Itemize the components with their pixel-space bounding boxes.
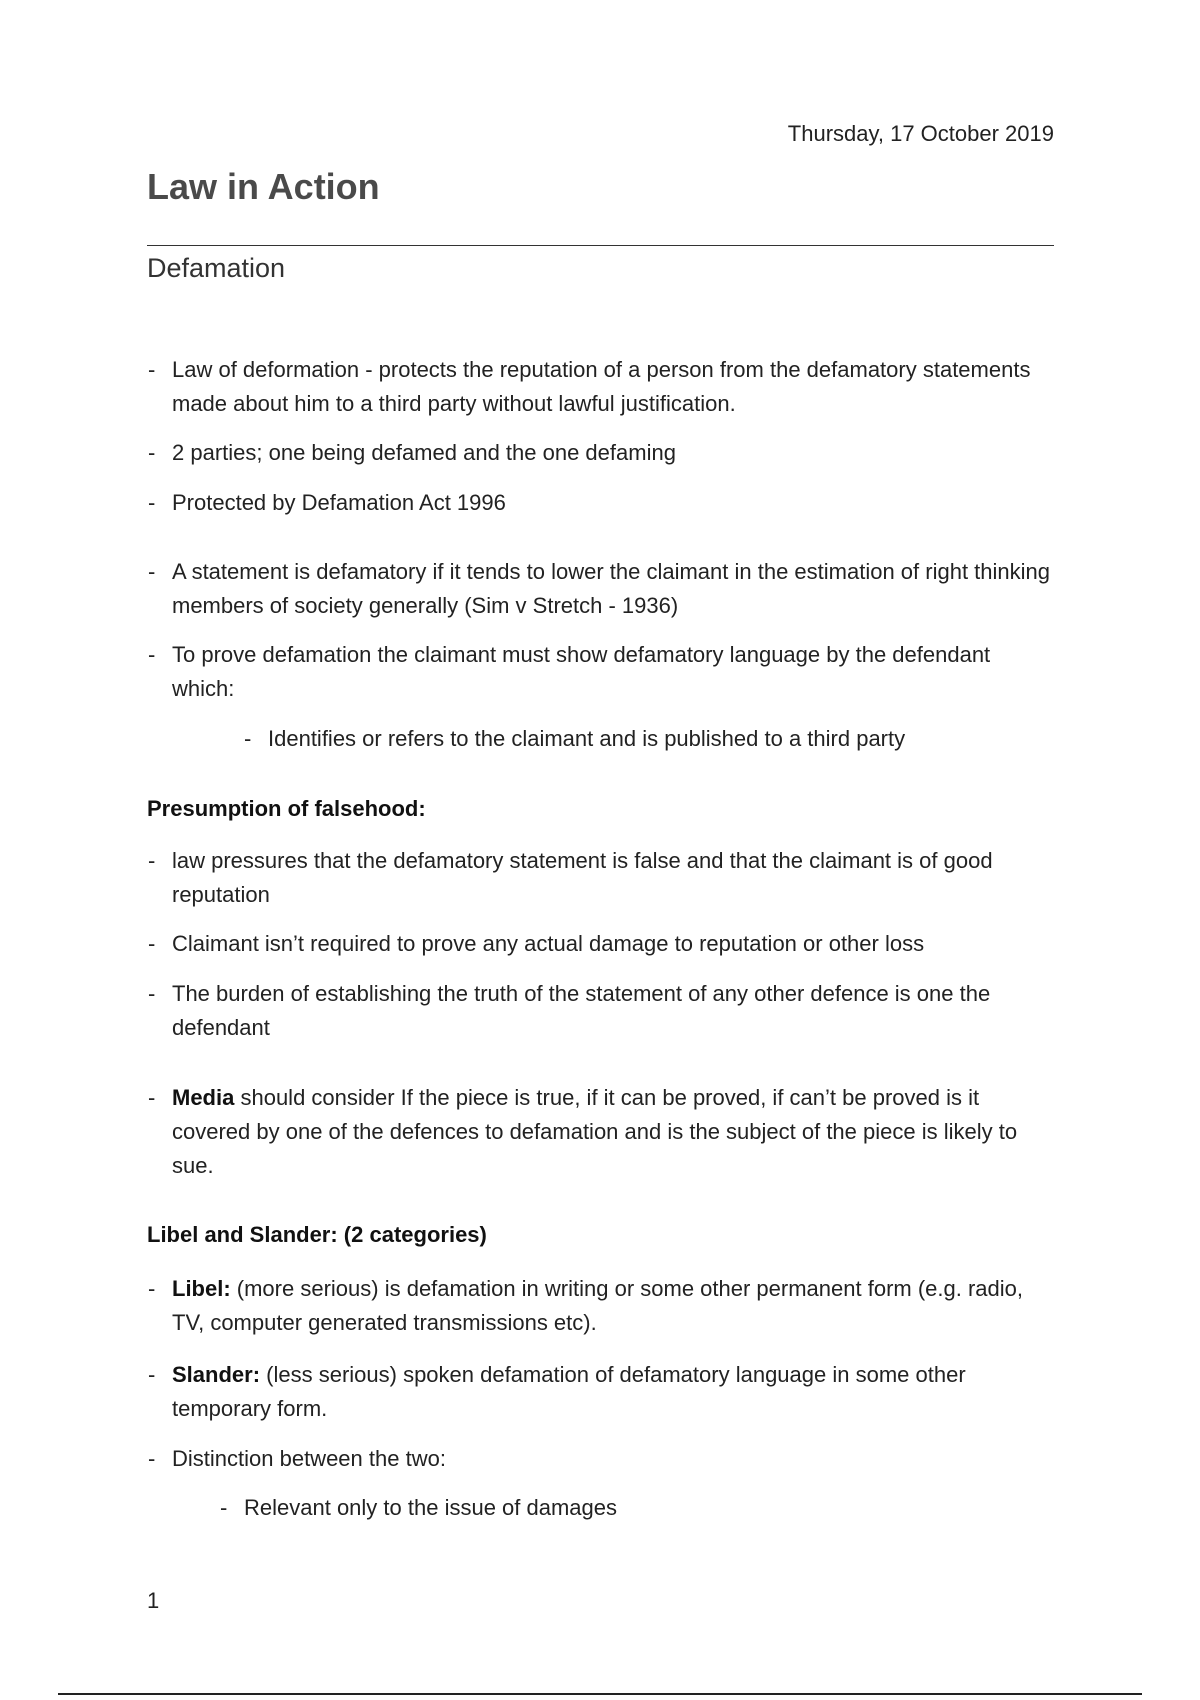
section-title: Defamation xyxy=(147,253,286,283)
list-item xyxy=(148,1272,1052,1340)
list-item-text xyxy=(172,1081,1052,1183)
dash-marker: - xyxy=(148,1085,156,1110)
dash-marker: - xyxy=(148,357,156,382)
section-heading-libel-slander: Libel and Slander: (2 categories) xyxy=(147,1222,487,1247)
media-label: Media xyxy=(172,1085,235,1110)
list-item xyxy=(148,1081,1052,1183)
list-item-text: A statement is defamatory if it tends to lower the claimant in the estimation of right thinking members of society generally (Sim v Stretch - 1936) xyxy=(172,559,1050,618)
list-item-text: 2 parties; one being defamed and the one defaming xyxy=(172,440,676,465)
list-item xyxy=(148,1442,1052,1476)
document-title: Law in Action xyxy=(147,166,380,207)
list-item xyxy=(148,555,1052,623)
list-item xyxy=(148,436,1052,470)
dash-marker: - xyxy=(148,559,156,584)
list-item xyxy=(148,977,1052,1045)
list-item-text: The burden of establishing the truth of the statement of any other defence is one the defendant xyxy=(172,981,991,1040)
list-item-text: Law of deformation - protects the reputation of a person from the defamatory statements made about him to a third party without lawful justification. xyxy=(172,357,1031,416)
list-item-text: To prove defamation the claimant must show defamatory language by the defendant which: xyxy=(172,642,991,701)
list-item-text: Claimant isn’t required to prove any actual damage to reputation or other loss xyxy=(172,931,925,956)
list-item-text xyxy=(172,1358,1052,1426)
sub-list-item xyxy=(220,1491,1024,1525)
list-item xyxy=(148,353,1052,421)
list-item xyxy=(148,1358,1052,1426)
dash-marker: - xyxy=(148,848,156,873)
media-text: should consider If the piece is true, if it can be proved, if can’t be proved is it covered by one of the defences to defamation and is the subject of the piece is likely to sue. xyxy=(172,1085,1018,1178)
list-item xyxy=(148,638,1052,706)
dash-marker: - xyxy=(220,1495,228,1520)
dash-marker: - xyxy=(148,1276,156,1301)
list-item-text: Distinction between the two: xyxy=(172,1446,446,1471)
libel-label: Libel: xyxy=(172,1276,231,1301)
list-item xyxy=(148,844,1052,912)
list-item-text: Identifies or refers to the claimant and is published to a third party xyxy=(268,726,906,751)
dash-marker: - xyxy=(244,726,252,751)
list-item xyxy=(148,927,1052,961)
dash-marker: - xyxy=(148,490,156,515)
dash-marker: - xyxy=(148,1362,156,1387)
dash-marker: - xyxy=(148,642,156,667)
slander-label: Slander: xyxy=(172,1362,261,1387)
list-item xyxy=(148,486,1052,520)
list-item-text: Protected by Defamation Act 1996 xyxy=(172,490,506,515)
title-divider xyxy=(147,245,1054,246)
dash-marker: - xyxy=(148,440,156,465)
dash-marker: - xyxy=(148,981,156,1006)
list-item-text xyxy=(172,1272,1052,1340)
dash-marker: - xyxy=(148,1446,156,1471)
sub-list-item xyxy=(244,722,1048,756)
page-bottom-edge xyxy=(58,1693,1142,1695)
list-item-text: Relevant only to the issue of damages xyxy=(244,1495,618,1520)
section-heading-presumption: Presumption of falsehood: xyxy=(147,796,426,821)
libel-text: (more serious) is defamation in writing or some other permanent form (e.g. radio, TV, computer generated transmissions etc). xyxy=(172,1276,1023,1335)
list-item-text: law pressures that the defamatory statement is false and that the claimant is of good reputation xyxy=(172,848,993,907)
dash-marker: - xyxy=(148,931,156,956)
page-number: 1 xyxy=(147,1588,160,1613)
slander-text: (less serious) spoken defamation of defamatory language in some other temporary form. xyxy=(172,1362,966,1421)
document-date: Thursday, 17 October 2019 xyxy=(787,121,1054,146)
